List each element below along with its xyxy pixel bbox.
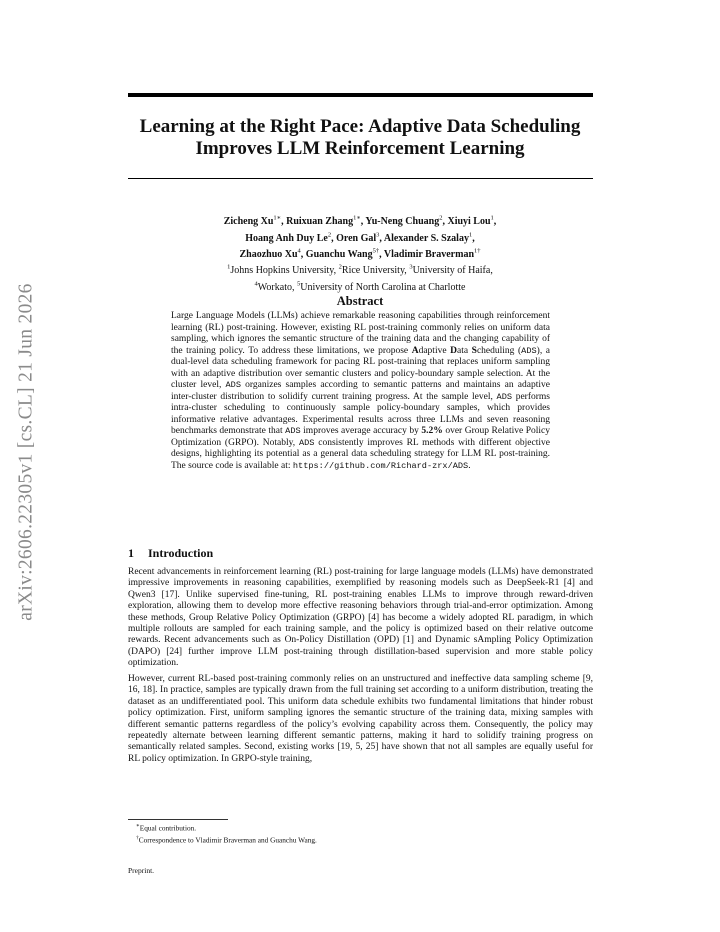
footnote-rule [128, 819, 228, 820]
affiliation: $^3$University of Haifa, [409, 263, 493, 277]
author-name: Yu-Neng Chuang$^2$, [365, 215, 448, 228]
author-list [150, 212, 570, 261]
author-name: Alexander S. Szalay$^1$, [383, 231, 475, 244]
footnotes [136, 821, 317, 846]
arxiv-identifier [14, 262, 40, 642]
author-name: Hoang Anh Duy Le$^2$, [245, 231, 337, 244]
affiliation: $^2$Rice University, [338, 263, 410, 277]
author-name: Zicheng $Xu^{1∗}$, [223, 215, 287, 228]
author-name: Zhaozhuo Xu$^4$, [239, 247, 306, 260]
author-name: Xiuyi Lou$^1$, [447, 215, 497, 228]
footnote-correspondence: †Correspondence to Vladimir Braverman and Guanchu Wang. [136, 835, 317, 845]
footnote-equal-contribution: ∗Equal contribution. [136, 823, 197, 833]
arxiv-identifier-text: arXiv:2606.22305v1 [cs.CL] 21 Jun 2026 [16, 283, 37, 621]
affiliation: $^4$Workato, [254, 280, 297, 293]
title-rule-bottom [128, 178, 593, 179]
abstract-heading: Abstract [336, 294, 384, 308]
author-name: Oren Gal$^3$, [336, 231, 384, 244]
author-name: Ruixuan Zhang$^{1∗}$, [286, 215, 366, 228]
source-code-link[interactable]: https://github.com/Richard-zrx/ADS [292, 460, 469, 471]
intro-paragraph-1: Recent advancements in reinforcement learning (RL) post-training for large language models (LLMs) have demonstrated impressive improvements in reasoning capabilities, exemplified by reasoning models such as DeepSeek-R1 [4] and Qwen3 [17]. Unlike supervised fine-tuning, RL post-training enables LLMs to improve through reward-driven exploration, allowing them to develop more effective reasoning behaviors through trial-and-error optimization. Among these methods, Group Relative Policy Optimization (GRPO) [4] has become a widely adopted RL paradigm, in which multiple rollouts are sampled for each training sample, and the policy is optimized based on their relative outcome rewards. Recent advancements such as On-Policy Distillation (OPD) [1] and Dynamic sAmpling Policy Optimization (DAPO) [24] further improve LLM post-training through distillation-based supervision and more stable policy optimization. [128, 567, 593, 669]
affiliation: $^5$University of North Carolina at Charlotte [296, 280, 466, 293]
paper-title: Learning at the Right Pace: Adaptive Data Scheduling Improves LLM Reinforcement Learning [139, 116, 581, 159]
intro-paragraph-2: However, current RL-based post-training commonly relies on an unstructured and ineffective data sampling scheme [9, 16, 18]. In practice, samples are typically drawn from the full training set according to a uniform distribution, treating the dataset as an undifferentiated pool. This uniform data schedule exhibits two fundamental limitations that hinder robust policy optimization. First, uniform sampling ignores the semantic structure of the training data, mixing samples with different semantic patterns regardless of the policy’s evolving capability across them. Consequently, the policy may repeatedly alternate between learning different semantic patterns, making it hard to solidify training progress on semantically related samples. Second, existing works [19, 5, 25] have shown that not all samples are equally useful for RL policy optimization. In GRPO-style training, [128, 674, 593, 764]
author-name: Guanchu Wang$^{5\dagger}$, [305, 247, 384, 260]
author-name: Vladimir Braverman$^{1\dagger}$ [383, 247, 481, 260]
author-block [150, 212, 570, 294]
preprint-label: Preprint. [128, 866, 155, 875]
section-heading-introduction: 1 Introduction [128, 546, 214, 560]
abstract-text: Large Language Models (LLMs) achieve remarkable reasoning capabilities through reinforcement learning (RL) post-training. However, existing RL post-training commonly relies on uniform data sampling, which ignores the semantic structure of the training data and the changing capability of the training policy. To address these limitations, we propose Adaptive Data Scheduling (ADS), a dual-level data scheduling framework for pacing RL post-training that replaces uniform sampling with an adaptive distribution over semantic clusters and policy-boundary sample selection. At the cluster level, ADS organizes samples according to semantic patterns and maintains an adaptive inter-cluster distribution to solidify current training progress. At the sample level, ADS performs intra-cluster scheduling to continuously sample policy-boundary samples, which provides informative relative advantages. Experimental results across three LLMs and seven reasoning benchmarks demonstrate that ADS improves average accuracy by 5.2% over Group Relative Policy Optimization (GRPO). Notably, ADS consistently improves RL methods with different objective designs, highlighting its potential as a general data scheduling strategy for LLM RL post-training. The source code is available at: https://github.com/Richard-zrx/ADS. [171, 311, 550, 471]
title-rule-top [128, 93, 593, 97]
affiliation: $^1$Johns Hopkins University, [227, 263, 339, 277]
affiliation-list [150, 261, 570, 294]
